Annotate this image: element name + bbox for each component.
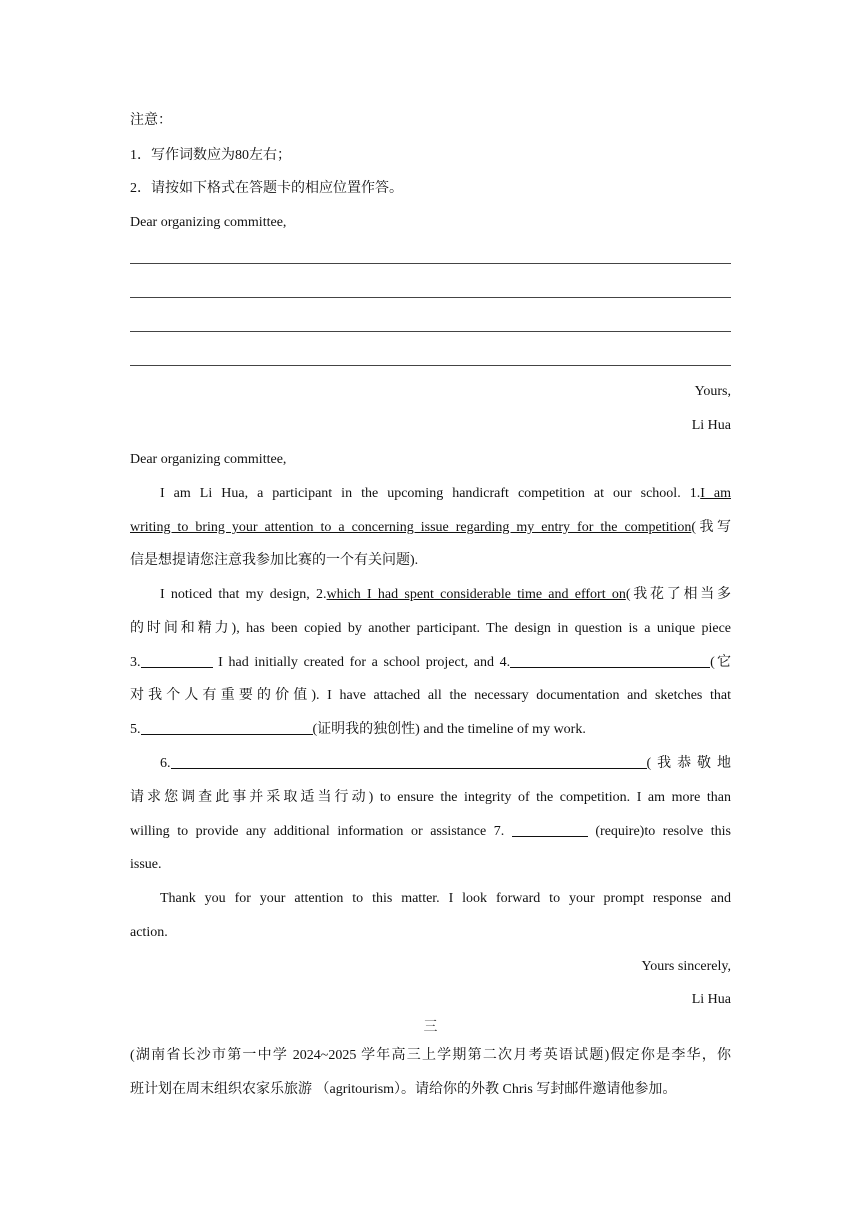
letter-p2-line1: I noticed that my design, 2.which I had spent considerable time and effort on(我花了相当多 [160,587,731,602]
blank-3 [141,653,213,668]
section-number: 三 [423,1020,438,1035]
blank-7 [512,822,588,837]
notes-item-1: 1．写作词数应为80左右； [130,148,291,163]
letter-p3-line2: 请求您调查此事并采取适当行动) to ensure the integrity of the competition. I am more than [130,790,731,805]
letter-signature: Li Hua [691,992,731,1007]
template-closing: Yours, [694,384,731,399]
blank-4 [510,653,710,668]
letter-closing: Yours sincerely, [641,959,731,974]
notes-item-2: 2．请按如下格式在答题卡的相应位置作答。 [130,181,403,196]
section-prompt-line2: 班计划在周末组织农家乐旅游 （agritourism）。请给你的外教 Chris 写封邮件邀请他参加。 [130,1082,677,1097]
section-prompt-line1: (湖南省长沙市第一中学 2024~2025 学年高三上学期第二次月考英语试题)假定你是李华，你 [130,1048,731,1063]
letter-p3-line3: willing to provide any additional information or assistance 7. (require)to resolve this [130,824,732,839]
letter-p4-line2: action. [130,925,168,940]
answer-line [130,331,731,332]
notes-title: 注意： [130,113,172,128]
letter-p2-line4: 对我个人有重要的价值). I have attached all the necessary documentation and sketches that [130,688,731,703]
blank-5 [141,720,313,735]
letter-p3-line1: 6. (我恭敬地 [160,756,731,771]
answer-1-underlined: writing to bring your attention to a concerning issue regarding my entry for the competition [130,520,692,535]
letter-p2-line2: 的时间和精力), has been copied by another participant. The design in question is a unique piece [130,621,731,636]
letter-p2-line3: 3. I had initially created for a school project, and 4. (它 [130,655,731,670]
answer-1-underlined: I am [700,486,731,501]
letter-p1-line2: writing to bring your attention to a concerning issue regarding my entry for the competition(我写 [130,520,731,535]
answer-line [130,297,731,298]
template-signature: Li Hua [691,418,731,433]
answer-line [130,365,731,366]
letter-salutation: Dear organizing committee, [130,452,287,467]
blank-6 [171,754,647,769]
letter-p4-line1: Thank you for your attention to this matter. I look forward to your prompt response and [160,891,731,906]
letter-p1-line3: 信是想提请您注意我参加比赛的一个有关问题). [130,553,419,568]
answer-line [130,263,731,264]
answer-2-underlined: which I had spent considerable time and effort on [326,587,626,602]
letter-p3-line4: issue. [130,857,162,872]
letter-p1-line1: I am Li Hua, a participant in the upcoming handicraft competition at our school. 1.I am [160,486,731,501]
template-salutation: Dear organizing committee, [130,215,287,230]
letter-p2-line5: 5. (证明我的独创性) and the timeline of my work. [130,722,586,737]
